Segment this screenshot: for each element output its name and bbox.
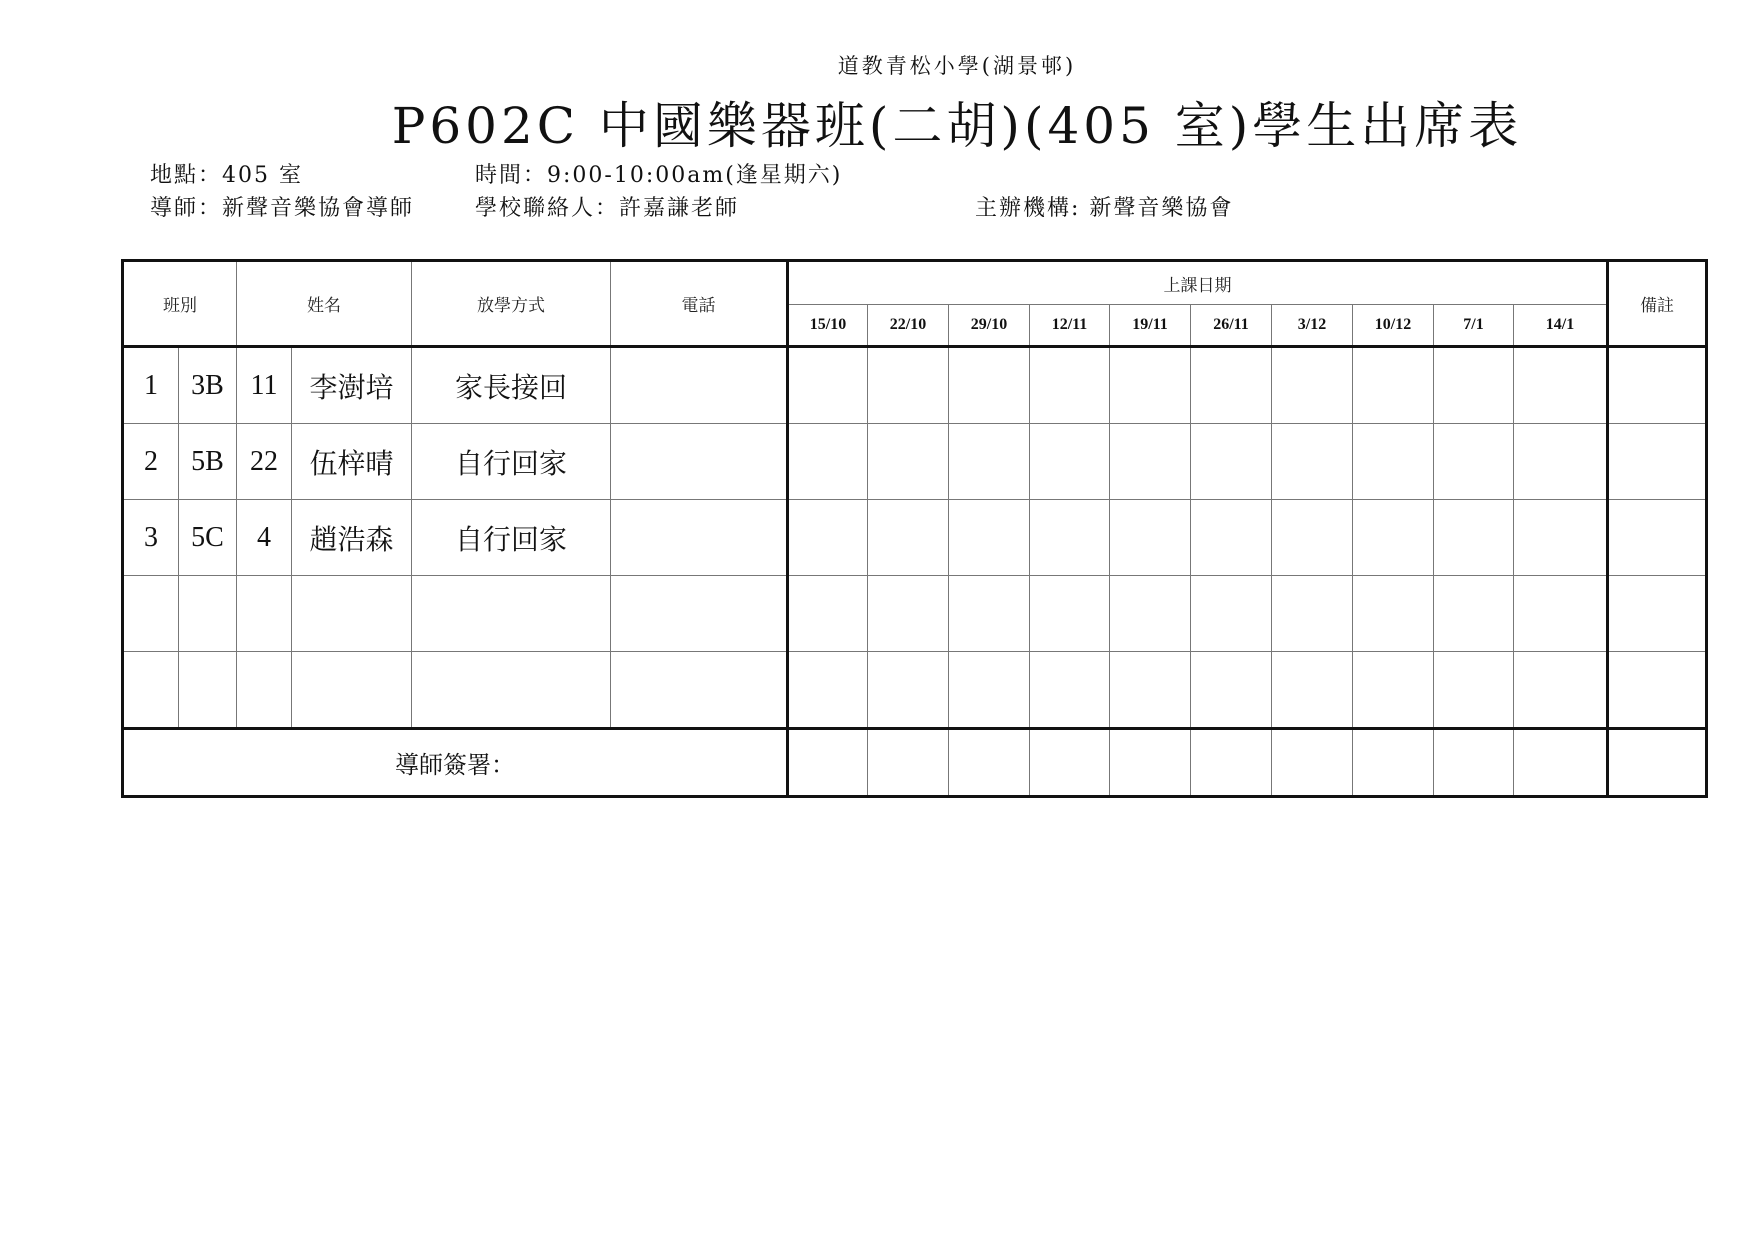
attendance-cell xyxy=(1353,576,1434,652)
attendance-cell xyxy=(1514,347,1608,424)
attendance-cell xyxy=(1272,424,1353,500)
table-row xyxy=(123,652,1707,729)
attendance-cell xyxy=(1272,652,1353,729)
attendance-cell xyxy=(868,652,949,729)
attendance-cell xyxy=(1353,500,1434,576)
attendance-cell xyxy=(1030,424,1110,500)
attendance-cell xyxy=(788,652,868,729)
signature-cell xyxy=(1030,729,1110,797)
row-class: 3B xyxy=(179,347,237,424)
date-header: 7/1 xyxy=(1434,305,1514,347)
attendance-cell xyxy=(949,347,1030,424)
attendance-cell xyxy=(1191,500,1272,576)
attendance-cell xyxy=(1514,576,1608,652)
signature-cell xyxy=(1353,729,1434,797)
attendance-cell xyxy=(949,576,1030,652)
row-class xyxy=(179,576,237,652)
header-class: 班別 xyxy=(123,261,237,347)
attendance-cell xyxy=(1434,652,1514,729)
row-remarks xyxy=(1608,424,1707,500)
date-header: 15/10 xyxy=(788,305,868,347)
attendance-cell xyxy=(949,652,1030,729)
attendance-cell xyxy=(868,347,949,424)
row-remarks xyxy=(1608,347,1707,424)
date-header: 12/11 xyxy=(1030,305,1110,347)
attendance-cell xyxy=(1434,424,1514,500)
header-phone: 電話 xyxy=(611,261,788,347)
signature-cell xyxy=(1434,729,1514,797)
row-class: 5C xyxy=(179,500,237,576)
attendance-cell xyxy=(1514,424,1608,500)
signature-cell xyxy=(788,729,868,797)
row-number xyxy=(123,652,179,729)
page-title: P602C 中國樂器班(二胡)(405 室)學生出席表 xyxy=(391,97,1523,155)
date-header: 14/1 xyxy=(1514,305,1608,347)
row-number xyxy=(123,576,179,652)
attendance-cell xyxy=(1030,576,1110,652)
row-dismissal xyxy=(412,576,611,652)
table-row xyxy=(123,576,1707,652)
attendance-cell xyxy=(1191,576,1272,652)
signature-cell xyxy=(1110,729,1191,797)
row-student-name: 趙浩森 xyxy=(292,500,412,576)
signature-cell xyxy=(1514,729,1608,797)
row-phone xyxy=(611,424,788,500)
attendance-cell xyxy=(788,576,868,652)
signature-cell xyxy=(949,729,1030,797)
signature-cell xyxy=(1191,729,1272,797)
location-info: 地點：405 室 xyxy=(150,163,303,188)
attendance-cell xyxy=(1110,500,1191,576)
header-dates-group: 上課日期 xyxy=(788,261,1608,305)
attendance-cell xyxy=(1514,500,1608,576)
header-name: 姓名 xyxy=(237,261,412,347)
date-header: 22/10 xyxy=(868,305,949,347)
attendance-cell xyxy=(1434,500,1514,576)
date-header: 29/10 xyxy=(949,305,1030,347)
row-class-number: 22 xyxy=(237,424,292,500)
row-number: 3 xyxy=(123,500,179,576)
table-row xyxy=(123,500,1707,576)
row-phone xyxy=(611,576,788,652)
attendance-cell xyxy=(1514,652,1608,729)
school-name: 道教青松小學(湖景邨) xyxy=(837,54,1077,78)
date-header: 10/12 xyxy=(1353,305,1434,347)
attendance-cell xyxy=(788,500,868,576)
row-number: 1 xyxy=(123,347,179,424)
attendance-cell xyxy=(1110,652,1191,729)
attendance-cell xyxy=(788,424,868,500)
row-class xyxy=(179,652,237,729)
row-phone xyxy=(611,500,788,576)
attendance-cell xyxy=(1110,347,1191,424)
row-class: 5B xyxy=(179,424,237,500)
row-number: 2 xyxy=(123,424,179,500)
attendance-cell xyxy=(1272,500,1353,576)
signature-remarks-cell xyxy=(1608,729,1707,797)
attendance-cell xyxy=(868,424,949,500)
row-student-name: 伍梓晴 xyxy=(292,424,412,500)
row-student-name: 李澍培 xyxy=(292,347,412,424)
attendance-cell xyxy=(949,500,1030,576)
attendance-cell xyxy=(949,424,1030,500)
attendance-cell xyxy=(788,347,868,424)
attendance-table xyxy=(121,259,1708,798)
row-dismissal: 自行回家 xyxy=(412,424,611,500)
attendance-cell xyxy=(1030,347,1110,424)
attendance-cell xyxy=(1353,424,1434,500)
row-dismissal: 自行回家 xyxy=(412,500,611,576)
row-class-number xyxy=(237,652,292,729)
signature-cell xyxy=(868,729,949,797)
attendance-cell xyxy=(1110,424,1191,500)
attendance-cell xyxy=(1030,652,1110,729)
attendance-cell xyxy=(1434,347,1514,424)
row-student-name xyxy=(292,576,412,652)
header-remarks: 備註 xyxy=(1608,261,1707,347)
row-dismissal xyxy=(412,652,611,729)
row-remarks xyxy=(1608,500,1707,576)
date-header: 3/12 xyxy=(1272,305,1353,347)
signature-label: 導師簽署： xyxy=(123,729,788,797)
attendance-cell xyxy=(1110,576,1191,652)
attendance-cell xyxy=(1353,652,1434,729)
attendance-cell xyxy=(868,576,949,652)
attendance-cell xyxy=(1434,576,1514,652)
row-phone xyxy=(611,652,788,729)
tutor-info: 導師：新聲音樂協會導師 xyxy=(150,196,415,221)
date-header: 26/11 xyxy=(1191,305,1272,347)
attendance-cell xyxy=(1353,347,1434,424)
row-remarks xyxy=(1608,652,1707,729)
time-info: 時間：9:00-10:00am(逢星期六) xyxy=(475,163,843,188)
row-class-number xyxy=(237,576,292,652)
attendance-cell xyxy=(1191,347,1272,424)
attendance-cell xyxy=(1272,347,1353,424)
date-header: 19/11 xyxy=(1110,305,1191,347)
attendance-cell xyxy=(1191,424,1272,500)
row-student-name xyxy=(292,652,412,729)
row-class-number: 11 xyxy=(237,347,292,424)
contact-info: 學校聯絡人：許嘉謙老師 xyxy=(475,196,740,221)
signature-cell xyxy=(1272,729,1353,797)
attendance-cell xyxy=(868,500,949,576)
attendance-cell xyxy=(1272,576,1353,652)
row-phone xyxy=(611,347,788,424)
header-dismissal: 放學方式 xyxy=(412,261,611,347)
organizer-info: 主辦機構: 新聲音樂協會 xyxy=(975,196,1234,221)
row-class-number: 4 xyxy=(237,500,292,576)
row-dismissal: 家長接回 xyxy=(412,347,611,424)
table-row xyxy=(123,424,1707,500)
attendance-cell xyxy=(1191,652,1272,729)
row-remarks xyxy=(1608,576,1707,652)
table-row xyxy=(123,347,1707,424)
attendance-cell xyxy=(1030,500,1110,576)
